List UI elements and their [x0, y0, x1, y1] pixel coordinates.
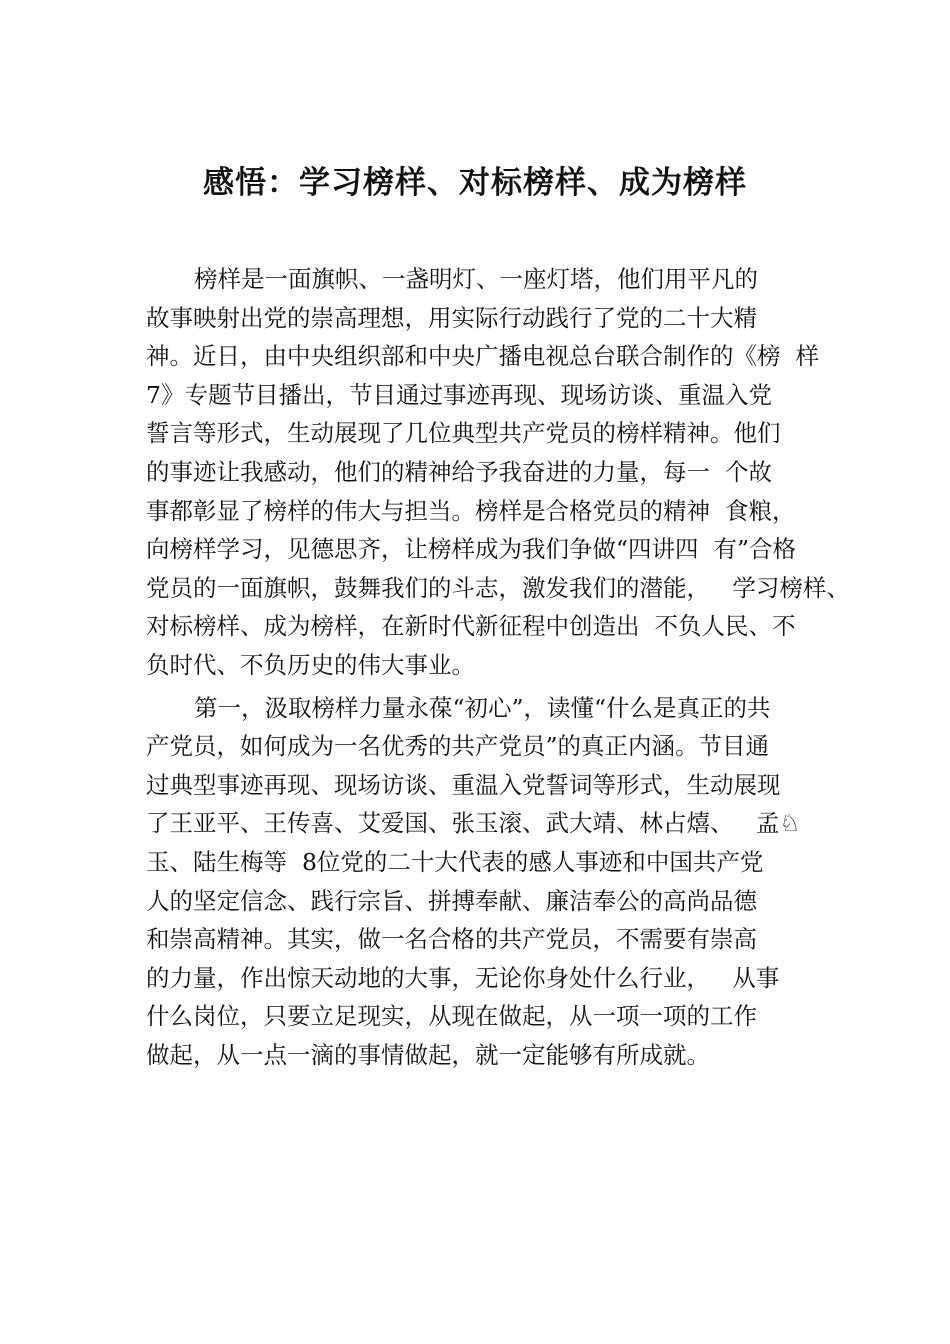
- paragraph-line: 誓言等形式，生动展现了几位典型共产党员的榜样精神。他们: [146, 419, 781, 448]
- paragraph-line: 做起，从一点一滴的事情做起，就一定能够有所成就。: [146, 1040, 710, 1069]
- paragraph-line: 过典型事迹再现、现场访谈、重温入党誓词等形式，生动展现: [146, 770, 781, 799]
- paragraph-line: 党员的一面旗帜，鼓舞我们的斗志，激发我们的潜能， 学习榜样、: [146, 573, 850, 602]
- paragraph-line: 7》专题节目播出，节目通过事迹再现、现场访谈、重温入党: [146, 380, 772, 409]
- document-body: [146, 260, 850, 1074]
- paragraph-line: 玉、陆生梅等 8位党的二十大代表的感人事迹和中国共产党: [146, 847, 764, 876]
- paragraph-line: 什么岗位，只要立足现实，从现在做起，从一项一项的工作: [146, 1002, 757, 1031]
- paragraph-1: [146, 260, 850, 685]
- paragraph-line: 了王亚平、王传喜、艾爱国、张玉滚、武大靖、林占熺、 孟♘: [146, 809, 801, 838]
- paragraph-line: 第一，汲取榜样力量永葆“初心”，读懂“什么是真正的共: [194, 693, 771, 722]
- paragraph-line: 故事映射出党的崇高理想，用实际行动践行了党的二十大精: [146, 303, 757, 332]
- paragraph-line: 神。近日，由中央组织部和中央广播电视总台联合制作的《榜 样: [146, 342, 819, 371]
- paragraph-line: 对标榜样、成为榜样，在新时代新征程中创造出 不负人民、不: [146, 612, 796, 641]
- document-title: 感悟：学习榜样、对标榜样、成为榜样: [203, 165, 747, 201]
- paragraph-line: 的力量，作出惊天动地的大事，无论你身处什么行业， 从事: [146, 963, 780, 992]
- paragraph-2: [146, 689, 846, 1075]
- paragraph-line: 事都彰显了榜样的伟大与担当。榜样是合格党员的精神 食粮，: [146, 496, 796, 525]
- paragraph-line: 产党员，如何成为一名优秀的共产党员”的真正内涵。节目通: [146, 732, 770, 761]
- paragraph-line: 向榜样学习，见德思齐，让榜样成为我们争做“四讲四 有”合格: [146, 535, 796, 564]
- paragraph-line: 和崇高精神。其实，做一名合格的共产党员，不需要有崇高: [146, 925, 757, 954]
- paragraph-line: 的事迹让我感动，他们的精神给予我奋进的力量，每一 个故: [146, 457, 772, 486]
- paragraph-line: 负时代、不负历史的伟大事业。: [146, 650, 475, 679]
- paragraph-line: 榜样是一面旗帜、一盏明灯、一座灯塔，他们用平凡的: [194, 265, 758, 293]
- paragraph-line: 人的坚定信念、践行宗旨、拼搏奉献、廉洁奉公的高尚品德: [146, 886, 757, 915]
